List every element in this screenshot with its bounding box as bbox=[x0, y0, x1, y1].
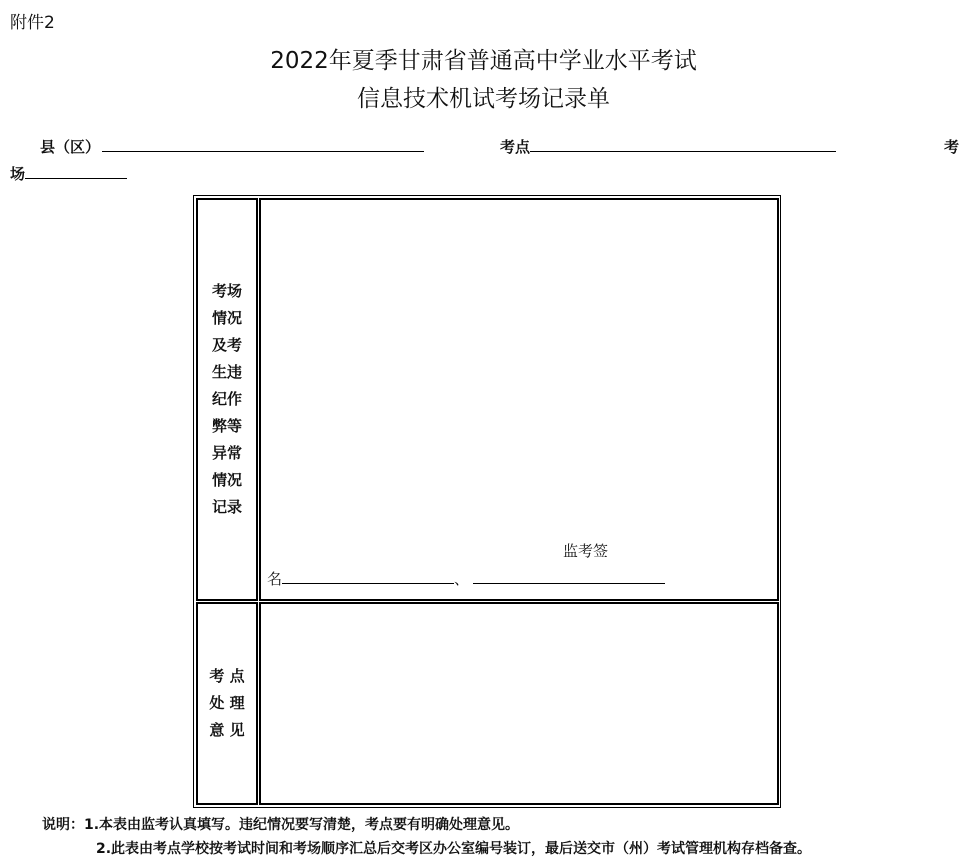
site-opinion-label: 考 点 处 理 意 见 bbox=[209, 667, 245, 739]
note-line-2: 2.此表由考点学校按考试时间和考场顺序汇总后交考区办公室编号装订，最后送交市（州）考试管理机构存档备查。 bbox=[96, 841, 812, 857]
situation-label-cell bbox=[196, 198, 258, 601]
note-line-1: 说明：1.本表由监考认真填写。违纪情况要写清楚，考点要有明确处理意见。 bbox=[42, 817, 520, 833]
county-field[interactable] bbox=[40, 136, 424, 157]
room-label-part2: 场 bbox=[10, 165, 26, 183]
page-title: 2022年夏季甘肃省普通高中学业水平考试 bbox=[270, 48, 697, 74]
room-field[interactable] bbox=[10, 163, 127, 184]
room-blank[interactable] bbox=[25, 164, 127, 179]
invigilator-sign-line[interactable]: 名 、 bbox=[267, 568, 665, 589]
situation-label: 考场 情况 及考 生违 纪作 弊等 异常 情况 记录 bbox=[211, 282, 242, 516]
site-label: 考点 bbox=[500, 138, 531, 156]
invigilator-sign-label: 监考签 bbox=[563, 542, 609, 560]
attachment-label: 附件2 bbox=[10, 13, 55, 33]
situation-record-area[interactable] bbox=[259, 198, 779, 601]
site-opinion-area[interactable] bbox=[259, 602, 779, 805]
site-opinion-label-cell bbox=[196, 602, 258, 805]
county-blank[interactable] bbox=[102, 137, 424, 152]
site-field[interactable] bbox=[500, 136, 836, 157]
county-label: 县（区） bbox=[40, 138, 101, 156]
page-subtitle: 信息技术机试考场记录单 bbox=[357, 86, 610, 112]
room-label-part1: 考 bbox=[944, 138, 960, 156]
record-table bbox=[193, 195, 781, 808]
site-blank[interactable] bbox=[530, 137, 836, 152]
